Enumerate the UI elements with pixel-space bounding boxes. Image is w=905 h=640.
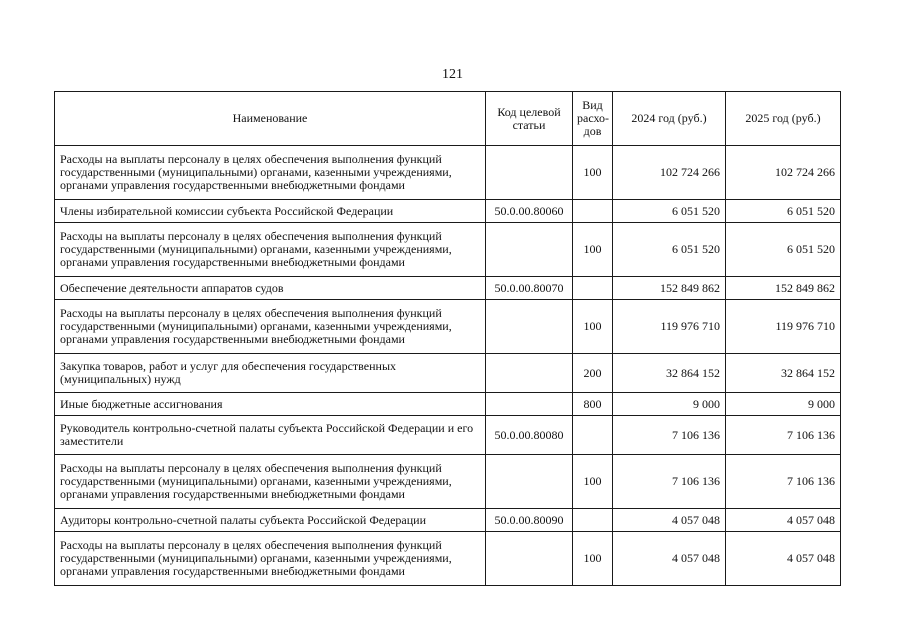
row-code bbox=[486, 455, 573, 509]
header-code: Код целевой статьи bbox=[486, 92, 573, 146]
row-2024: 119 976 710 bbox=[613, 300, 726, 354]
table-row bbox=[55, 416, 841, 455]
row-name: Расходы на выплаты персоналу в целях обеспечения выполнения функций государственными (муниципальными) органами, казенными учреждениями, органами управления государственными внебюджетными фондами bbox=[55, 223, 486, 277]
row-2025: 4 057 048 bbox=[726, 532, 841, 586]
row-name: Члены избирательной комиссии субъекта Российской Федерации bbox=[55, 200, 486, 223]
table-row bbox=[55, 532, 841, 586]
table-row bbox=[55, 300, 841, 354]
row-2025: 6 051 520 bbox=[726, 200, 841, 223]
table-row bbox=[55, 277, 841, 300]
row-vid: 100 bbox=[573, 455, 613, 509]
row-code bbox=[486, 223, 573, 277]
row-name: Обеспечение деятельности аппаратов судов bbox=[55, 277, 486, 300]
row-code: 50.0.00.80070 bbox=[486, 277, 573, 300]
row-2024: 4 057 048 bbox=[613, 509, 726, 532]
row-2024: 32 864 152 bbox=[613, 354, 726, 393]
row-2025: 152 849 862 bbox=[726, 277, 841, 300]
row-2024: 4 057 048 bbox=[613, 532, 726, 586]
row-name: Расходы на выплаты персоналу в целях обеспечения выполнения функций государственными (муниципальными) органами, казенными учреждениями, органами управления государственными внебюджетными фондами bbox=[55, 455, 486, 509]
row-code: 50.0.00.80090 bbox=[486, 509, 573, 532]
row-2024: 6 051 520 bbox=[613, 223, 726, 277]
row-code bbox=[486, 393, 573, 416]
row-name: Аудиторы контрольно-счетной палаты субъекта Российской Федерации bbox=[55, 509, 486, 532]
row-vid: 100 bbox=[573, 300, 613, 354]
row-2025: 32 864 152 bbox=[726, 354, 841, 393]
row-2024: 102 724 266 bbox=[613, 146, 726, 200]
row-vid: 200 bbox=[573, 354, 613, 393]
row-2024: 6 051 520 bbox=[613, 200, 726, 223]
table-row bbox=[55, 200, 841, 223]
row-code bbox=[486, 146, 573, 200]
row-2024: 9 000 bbox=[613, 393, 726, 416]
row-2024: 7 106 136 bbox=[613, 416, 726, 455]
row-vid: 100 bbox=[573, 532, 613, 586]
row-vid bbox=[573, 277, 613, 300]
row-2024: 7 106 136 bbox=[613, 455, 726, 509]
row-name: Расходы на выплаты персоналу в целях обеспечения выполнения функций государственными (муниципальными) органами, казенными учреждениями, органами управления государственными внебюджетными фондами bbox=[55, 300, 486, 354]
row-2025: 102 724 266 bbox=[726, 146, 841, 200]
table-row bbox=[55, 509, 841, 532]
table-row bbox=[55, 354, 841, 393]
table-row bbox=[55, 146, 841, 200]
table-row bbox=[55, 223, 841, 277]
header-2025: 2025 год (руб.) bbox=[726, 92, 841, 146]
row-vid: 100 bbox=[573, 223, 613, 277]
row-code bbox=[486, 354, 573, 393]
row-2024: 152 849 862 bbox=[613, 277, 726, 300]
header-name: Наименование bbox=[55, 92, 486, 146]
row-vid: 800 bbox=[573, 393, 613, 416]
row-vid bbox=[573, 509, 613, 532]
row-code: 50.0.00.80060 bbox=[486, 200, 573, 223]
row-2025: 4 057 048 bbox=[726, 509, 841, 532]
row-2025: 9 000 bbox=[726, 393, 841, 416]
row-2025: 7 106 136 bbox=[726, 416, 841, 455]
row-code bbox=[486, 532, 573, 586]
row-vid: 100 bbox=[573, 146, 613, 200]
header-vid: Вид расхо-дов bbox=[573, 92, 613, 146]
table-row bbox=[55, 455, 841, 509]
row-name: Расходы на выплаты персоналу в целях обеспечения выполнения функций государственными (муниципальными) органами, казенными учреждениями, органами управления государственными внебюджетными фондами bbox=[55, 146, 486, 200]
row-vid bbox=[573, 416, 613, 455]
row-2025: 119 976 710 bbox=[726, 300, 841, 354]
row-2025: 6 051 520 bbox=[726, 223, 841, 277]
page-number: 121 bbox=[442, 67, 463, 82]
row-code: 50.0.00.80080 bbox=[486, 416, 573, 455]
table-header-row bbox=[55, 92, 841, 146]
row-name: Иные бюджетные ассигнования bbox=[55, 393, 486, 416]
row-name: Руководитель контрольно-счетной палаты субъекта Российской Федерации и его заместители bbox=[55, 416, 486, 455]
row-code bbox=[486, 300, 573, 354]
row-2025: 7 106 136 bbox=[726, 455, 841, 509]
row-vid bbox=[573, 200, 613, 223]
table-row bbox=[55, 393, 841, 416]
header-2024: 2024 год (руб.) bbox=[613, 92, 726, 146]
budget-table bbox=[54, 91, 841, 586]
row-name: Расходы на выплаты персоналу в целях обеспечения выполнения функций государственными (муниципальными) органами, казенными учреждениями, органами управления государственными внебюджетными фондами bbox=[55, 532, 486, 586]
row-name: Закупка товаров, работ и услуг для обеспечения государственных (муниципальных) нужд bbox=[55, 354, 486, 393]
